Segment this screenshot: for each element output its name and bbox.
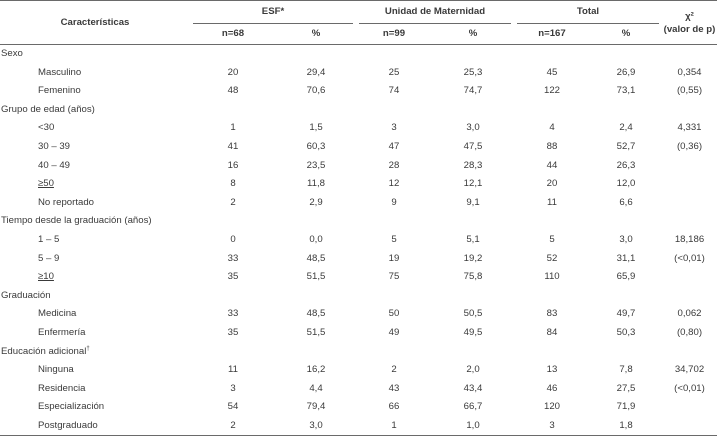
cell-pct-esf: 29,4 (306, 66, 326, 78)
row-label: Ninguna (38, 364, 74, 376)
cell-n-maternity: 19 (388, 252, 400, 264)
cell-n-total: 110 (544, 271, 560, 283)
cell-pct-esf: 79,4 (306, 401, 326, 413)
row-label: Enfermería (38, 326, 86, 338)
cell-pct-esf: 11,8 (307, 178, 325, 190)
cell-chi-square (662, 268, 717, 287)
table-row (0, 231, 717, 250)
header-pct-maternity: % (432, 24, 514, 45)
cell-chi-square (662, 398, 717, 417)
cell-pct-esf: 48,5 (306, 308, 326, 320)
cell-n-maternity: 5 (391, 233, 397, 245)
table-row (0, 175, 717, 194)
cell-pct-total: 2,4 (619, 122, 633, 134)
cell-n-total: 44 (546, 159, 558, 171)
section-row (0, 212, 717, 231)
header-chi-square (662, 1, 717, 45)
row-label: <30 (38, 122, 55, 134)
cell-n-esf: 41 (227, 140, 239, 152)
cell-pct-esf: 70,6 (306, 85, 326, 97)
cell-n-total: 13 (546, 364, 558, 376)
cell-pct-maternity: 12,1 (463, 178, 483, 190)
header-n-esf: n=68 (190, 24, 276, 45)
cell-pct-maternity: 47,5 (463, 140, 483, 152)
cell-pct-total: 50,3 (616, 326, 636, 338)
cell-n-maternity: 9 (391, 196, 397, 208)
cell-n-esf: 2 (230, 196, 236, 208)
section-row (0, 287, 717, 306)
cell-n-esf: 33 (227, 308, 239, 320)
cell-n-total: 52 (546, 252, 558, 264)
cell-n-total: 3 (514, 417, 590, 436)
cell-chi-square: 18,186 (674, 233, 705, 245)
cell-chi-square (662, 417, 717, 436)
cell-chi-square: 4,331 (677, 122, 702, 134)
table-row (0, 157, 717, 176)
header-pct-total: % (590, 24, 662, 45)
cell-n-esf: 33 (227, 252, 239, 264)
footnote-mark: † (86, 345, 90, 352)
cell-n-total: 20 (546, 178, 558, 190)
cell-pct-esf: 60,3 (306, 140, 326, 152)
cell-n-total: 120 (543, 401, 560, 413)
section-label: Graduación (1, 289, 51, 301)
cell-n-esf: 2 (190, 417, 276, 436)
chi-symbol: χ² (685, 10, 694, 22)
cell-pct-total: 6,6 (619, 196, 633, 208)
header-n-total: n=167 (514, 24, 590, 45)
row-label: No reportado (38, 196, 94, 208)
table-row (0, 361, 717, 380)
table-row (0, 138, 717, 157)
cell-n-esf: 16 (227, 159, 239, 171)
cell-chi-square: (0,80) (676, 326, 703, 338)
cell-n-maternity: 50 (388, 308, 400, 320)
cell-chi-square: (0,36) (676, 140, 703, 152)
cell-n-esf: 8 (230, 178, 236, 190)
cell-pct-total: 49,7 (616, 308, 636, 320)
section-label: Sexo (1, 48, 23, 59)
header-n-maternity: n=99 (356, 24, 432, 45)
cell-n-maternity: 43 (388, 382, 400, 394)
cell-pct-esf: 51,5 (306, 271, 326, 283)
row-label: Residencia (38, 382, 86, 394)
row-label: Femenino (38, 85, 81, 97)
cell-pct-esf: 0,0 (309, 233, 323, 245)
row-label: 5 – 9 (38, 252, 60, 264)
table-row (0, 194, 717, 213)
cell-pct-esf: 23,5 (306, 159, 326, 171)
cell-n-maternity: 75 (388, 271, 400, 283)
section-row (0, 343, 717, 362)
cell-pct-maternity: 25,3 (463, 66, 483, 78)
cell-chi-square: (<0,01) (674, 382, 705, 394)
cell-n-esf: 35 (227, 271, 239, 283)
cell-n-total: 4 (549, 122, 555, 134)
cell-chi-square: (<0,01) (674, 252, 705, 264)
table-row (0, 305, 717, 324)
cell-pct-total: 12,0 (616, 178, 636, 190)
cell-pct-maternity: 28,3 (463, 159, 483, 171)
header-maternity: Unidad de Maternidad (356, 1, 514, 25)
cell-pct-esf: 4,4 (309, 382, 323, 394)
cell-n-esf: 35 (227, 326, 239, 338)
cell-n-esf: 20 (227, 66, 239, 78)
table-row (0, 417, 717, 436)
cell-n-maternity: 12 (388, 178, 400, 190)
cell-pct-esf: 1,5 (309, 122, 323, 134)
cell-n-total: 84 (546, 326, 558, 338)
cell-pct-total: 31,1 (616, 252, 636, 264)
cell-n-maternity: 2 (391, 364, 397, 376)
cell-pct-total: 65,9 (616, 271, 636, 283)
cell-chi-square: (0,55) (676, 85, 703, 97)
section-label: Educación adicional† (1, 345, 90, 357)
cell-n-total: 5 (549, 233, 555, 245)
cell-pct-maternity: 5,1 (466, 233, 480, 245)
table-row (0, 268, 717, 287)
table-body (0, 45, 717, 436)
cell-n-maternity: 74 (388, 85, 400, 97)
cell-n-esf: 48 (227, 85, 239, 97)
table-row (0, 82, 717, 101)
cell-pct-total: 26,3 (616, 159, 636, 171)
section-label: Grupo de edad (años) (1, 103, 95, 115)
cell-n-maternity: 3 (391, 122, 397, 134)
header-pct-esf: % (276, 24, 356, 45)
cell-n-total: 88 (546, 140, 558, 152)
section-row (0, 45, 717, 64)
row-label: Medicina (38, 308, 77, 320)
row-label: 40 – 49 (38, 159, 71, 171)
chi-pvalue-label: (valor de p) (663, 23, 716, 35)
header-esf: ESF* (190, 1, 356, 25)
cell-n-total: 83 (546, 308, 558, 320)
row-label: 30 – 39 (38, 140, 71, 152)
cell-n-maternity: 66 (388, 401, 400, 413)
cell-pct-maternity: 3,0 (466, 122, 480, 134)
row-label: Especialización (38, 401, 105, 413)
cell-pct-maternity: 43,4 (463, 382, 483, 394)
cell-pct-maternity: 66,7 (463, 401, 483, 413)
cell-n-esf: 11 (228, 364, 238, 376)
cell-pct-maternity: 49,5 (463, 326, 483, 338)
cell-chi-square: 0,062 (677, 308, 702, 320)
cell-n-maternity: 25 (388, 66, 400, 78)
table-row (0, 380, 717, 399)
cell-n-maternity: 28 (388, 159, 400, 171)
cell-n-total: 45 (546, 66, 558, 78)
row-label: ≥10 (38, 271, 54, 283)
table-row (0, 324, 717, 343)
header-total: Total (514, 1, 662, 25)
table-row (0, 250, 717, 269)
table-row (0, 64, 717, 83)
row-label: 1 – 5 (38, 233, 60, 245)
cell-chi-square (662, 194, 717, 213)
cell-pct-maternity: 19,2 (463, 252, 483, 264)
cell-chi-square (662, 175, 717, 194)
cell-pct-maternity: 75,8 (463, 271, 483, 283)
cell-n-maternity: 47 (388, 140, 400, 152)
cell-n-esf: 0 (230, 233, 236, 245)
table-row (0, 398, 717, 417)
cell-pct-total: 1,8 (590, 417, 662, 436)
header-characteristics: Características (0, 1, 190, 45)
section-row (0, 101, 717, 120)
cell-n-esf: 1 (230, 122, 236, 134)
cell-pct-total: 73,1 (616, 85, 636, 97)
cell-pct-esf: 3,0 (276, 417, 356, 436)
cell-n-total: 46 (546, 382, 558, 394)
row-label: Masculino (38, 66, 82, 78)
cell-pct-total: 26,9 (616, 66, 636, 78)
cell-n-maternity: 1 (356, 417, 432, 436)
cell-pct-total: 7,8 (619, 364, 633, 376)
cell-chi-square (662, 157, 717, 176)
cell-pct-maternity: 50,5 (463, 308, 483, 320)
cell-n-total: 11 (547, 196, 557, 208)
cell-pct-esf: 51,5 (306, 326, 326, 338)
row-label: ≥50 (38, 178, 54, 190)
cell-pct-maternity: 74,7 (463, 85, 483, 97)
cell-n-esf: 54 (227, 401, 239, 413)
cell-pct-esf: 48,5 (306, 252, 326, 264)
cell-pct-total: 71,9 (616, 401, 636, 413)
table-row (0, 119, 717, 138)
cell-pct-maternity: 1,0 (432, 417, 514, 436)
cell-n-maternity: 49 (388, 326, 400, 338)
cell-pct-total: 52,7 (616, 140, 636, 152)
row-label: Postgraduado (0, 417, 190, 436)
cell-pct-maternity: 9,1 (466, 196, 480, 208)
cell-pct-total: 3,0 (619, 233, 633, 245)
cell-n-total: 122 (543, 85, 560, 97)
cell-pct-total: 27,5 (616, 382, 636, 394)
cell-chi-square: 0,354 (677, 66, 702, 78)
cell-pct-esf: 2,9 (309, 196, 323, 208)
cell-pct-esf: 16,2 (306, 364, 326, 376)
cell-chi-square: 34,702 (674, 364, 705, 376)
section-label: Tiempo desde la graduación (años) (1, 215, 152, 227)
cell-n-esf: 3 (230, 382, 236, 394)
cell-pct-maternity: 2,0 (466, 364, 480, 376)
